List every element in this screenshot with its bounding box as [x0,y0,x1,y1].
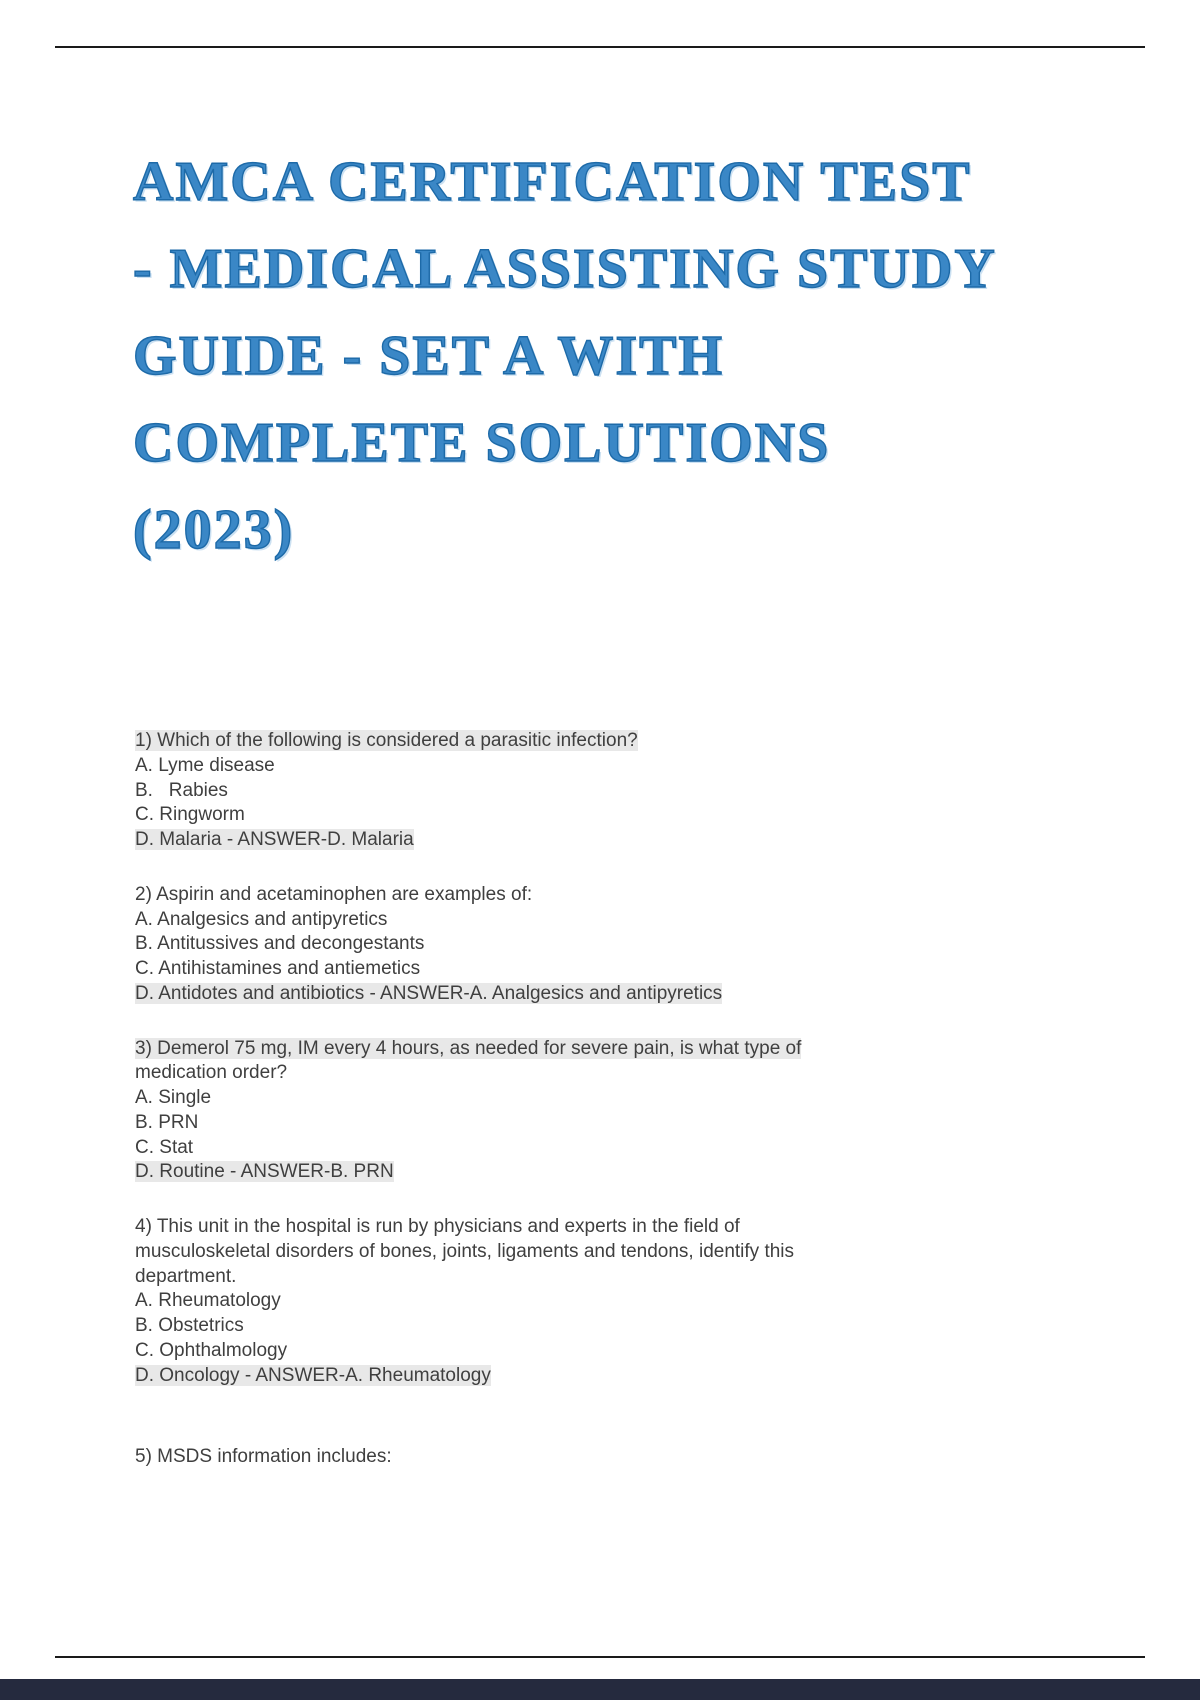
document-title-line: AMCA CERTIFICATION TEST [133,151,972,213]
question-block [135,1215,1115,1388]
question-line [135,1086,1115,1111]
plain-text: 4) This unit in the hospital is run by physicians and experts in the field of [135,1216,740,1237]
plain-text: B. Obstetrics [135,1315,244,1336]
plain-text: A. Single [135,1087,212,1108]
document-title-line: (2023) [133,499,295,561]
question-line [135,1136,1115,1161]
footer-bar [0,1679,1200,1700]
plain-text: 5) MSDS information includes: [135,1446,392,1468]
highlighted-text: D. Antidotes and antibiotics - ANSWER-A. Analgesics and antipyretics [135,982,723,1004]
question-line [135,803,1115,828]
highlighted-text: D. Malaria - ANSWER-D. Malaria [135,829,414,850]
question-block [135,1037,1115,1186]
question-line [135,1037,1115,1062]
question-line [135,1240,1115,1265]
question-block [135,1445,1115,1470]
plain-text: B. Antitussives and decongestants [135,933,425,955]
plain-text: department. [135,1265,237,1287]
document-title-line: GUIDE - SET A WITH [133,325,725,387]
document-title [133,139,1113,574]
plain-text: C. Stat [135,1136,194,1158]
question-line [135,957,1115,982]
question-line [135,1314,1115,1339]
highlighted-text: 3) Demerol 75 mg, IM every 4 hours, as needed for severe pain, is what type of [135,1037,802,1059]
question-line [135,828,1115,853]
questions [135,729,1115,1500]
question-line [135,1215,1115,1240]
question-line [135,1265,1115,1290]
question-line [135,982,1115,1007]
plain-text: A. Rheumatology [135,1290,281,1312]
document-title-line: - MEDICAL ASSISTING STUDY [133,238,997,300]
question-line [135,883,1115,908]
highlighted-text: D. Oncology - ANSWER-A. Rheumatology [135,1364,491,1386]
plain-text: B. Rabies [135,779,228,801]
plain-text: B. PRN [135,1111,199,1133]
question-block [135,729,1115,853]
highlighted-text: 1) Which of the following is considered a parasitic infection? [135,730,638,751]
document-title-line: COMPLETE SOLUTIONS [133,412,831,474]
top-divider [55,46,1145,48]
question-line [135,1364,1115,1389]
plain-text: musculoskeletal disorders of bones, joints, ligaments and tendons, identify this [135,1240,795,1262]
plain-text: C. Ophthalmology [135,1339,288,1361]
question-line [135,1111,1115,1136]
question-line [135,1289,1115,1314]
plain-text: C. Ringworm [135,804,245,826]
question-line [135,932,1115,957]
question-line [135,1160,1115,1185]
question-line [135,779,1115,804]
question-line [135,729,1115,754]
plain-text: A. Analgesics and antipyretics [135,908,388,930]
question-line [135,1061,1115,1086]
question-block [135,883,1115,1007]
question-line [135,1339,1115,1364]
highlighted-text: D. Routine - ANSWER-B. PRN [135,1161,394,1183]
question-line [135,908,1115,933]
bottom-divider [55,1656,1145,1658]
plain-text: 2) Aspirin and acetaminophen are examples of: [135,883,533,905]
plain-text: C. Antihistamines and antiemetics [135,958,421,979]
question-line [135,1445,1115,1470]
plain-text: A. Lyme disease [135,754,275,776]
plain-text: medication order? [135,1062,288,1084]
question-line [135,754,1115,779]
